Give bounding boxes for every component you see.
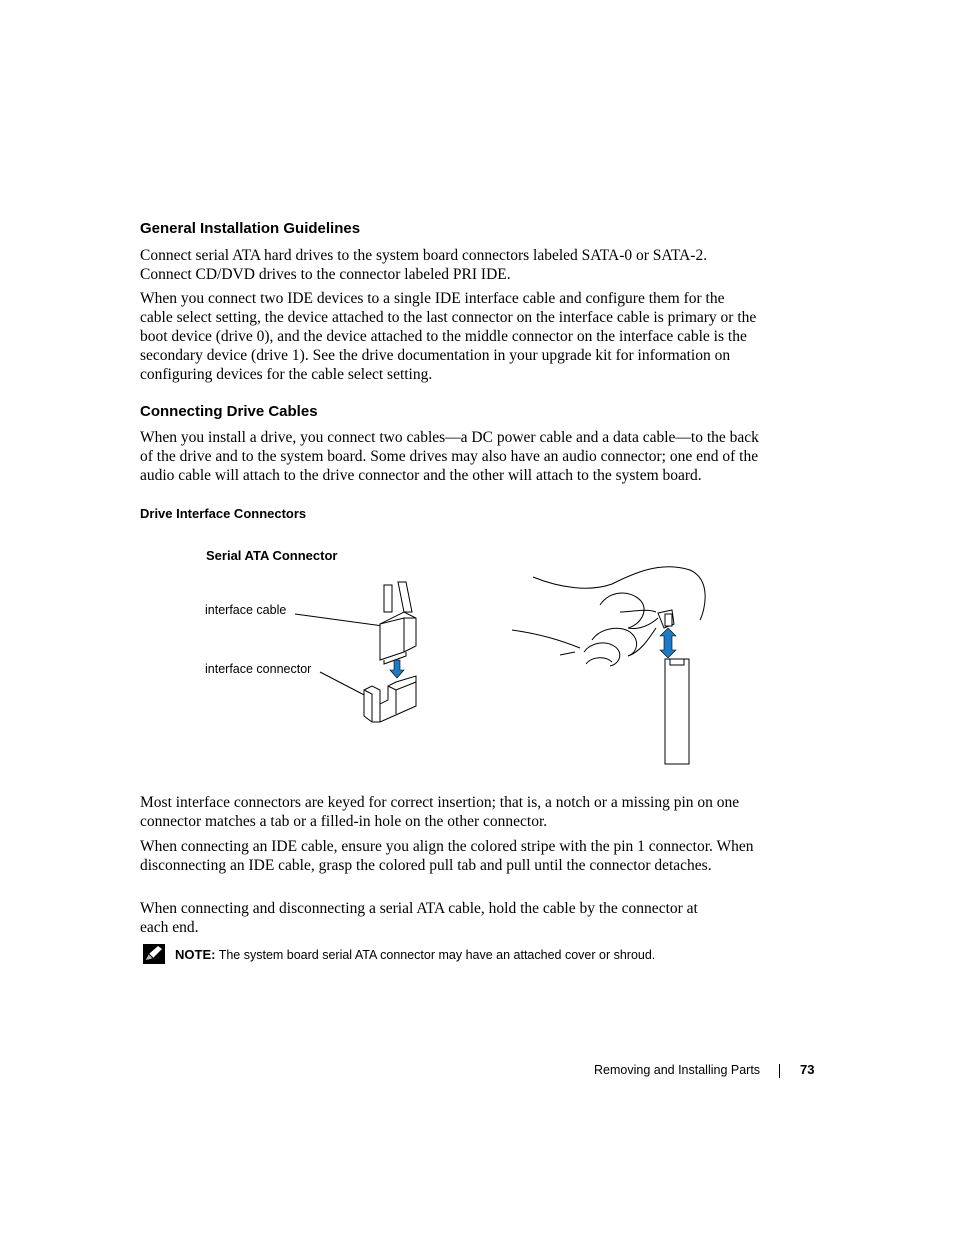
note-pencil-icon bbox=[143, 944, 165, 964]
label-interface-cable: interface cable bbox=[205, 603, 287, 617]
footer-section-title: Removing and Installing Parts bbox=[594, 1063, 761, 1077]
section-heading-cables: Connecting Drive Cables bbox=[140, 403, 318, 420]
system-board-drawing bbox=[665, 659, 689, 764]
figure-title: Serial ATA Connector bbox=[206, 548, 338, 563]
double-arrow-icon bbox=[660, 628, 676, 658]
paragraph: When you install a drive, you connect two cables—a DC power cable and a data cable—to the back of the drive and to the system board. Some drives may also have an audio connector; one end of the audio cable will attach to the drive connector and the other will attach to the system board. bbox=[140, 429, 759, 484]
subsection-heading-interface: Drive Interface Connectors bbox=[140, 506, 307, 521]
footer-divider bbox=[779, 1064, 780, 1078]
page-number: 73 bbox=[800, 1062, 815, 1077]
interface-cable-drawing bbox=[380, 582, 416, 664]
hand-drawing bbox=[512, 567, 705, 666]
note bbox=[175, 947, 655, 962]
note-label: NOTE: bbox=[175, 947, 216, 962]
down-arrow-icon bbox=[390, 660, 404, 678]
paragraph: When you connect two IDE devices to a single IDE interface cable and configure them for the cable select setting, the device attached to the last connector on the interface cable is primary or the boot device (drive 0), and the device attached to the middle connector on the interface cable is the secondary device (drive 1). See the drive documentation in your upgrade kit for information on configuring devices for the cable select setting. bbox=[140, 290, 757, 383]
note-text: The system board serial ATA connector may have an attached cover or shroud. bbox=[218, 948, 656, 962]
interface-connector-drawing bbox=[364, 676, 416, 722]
paragraph: When connecting and disconnecting a serial ATA cable, hold the cable by the connector at each end. bbox=[140, 900, 698, 936]
section-heading-general: General Installation Guidelines bbox=[140, 220, 361, 237]
paragraph: When connecting an IDE cable, ensure you align the colored stripe with the pin 1 connector. When disconnecting an IDE cable, grasp the colored pull tab and pull until the connector detaches. bbox=[140, 838, 754, 874]
held-cable-plug bbox=[658, 610, 674, 628]
label-interface-connector: interface connector bbox=[205, 662, 312, 676]
paragraph: Most interface connectors are keyed for correct insertion; that is, a notch or a missing pin on one connector matches a tab or a filled-in hole on the other connector. bbox=[140, 794, 740, 830]
paragraph: Connect serial ATA hard drives to the system board connectors labeled SATA-0 or SATA-2. Connect CD/DVD drives to the connector labeled PRI IDE. bbox=[140, 247, 708, 283]
